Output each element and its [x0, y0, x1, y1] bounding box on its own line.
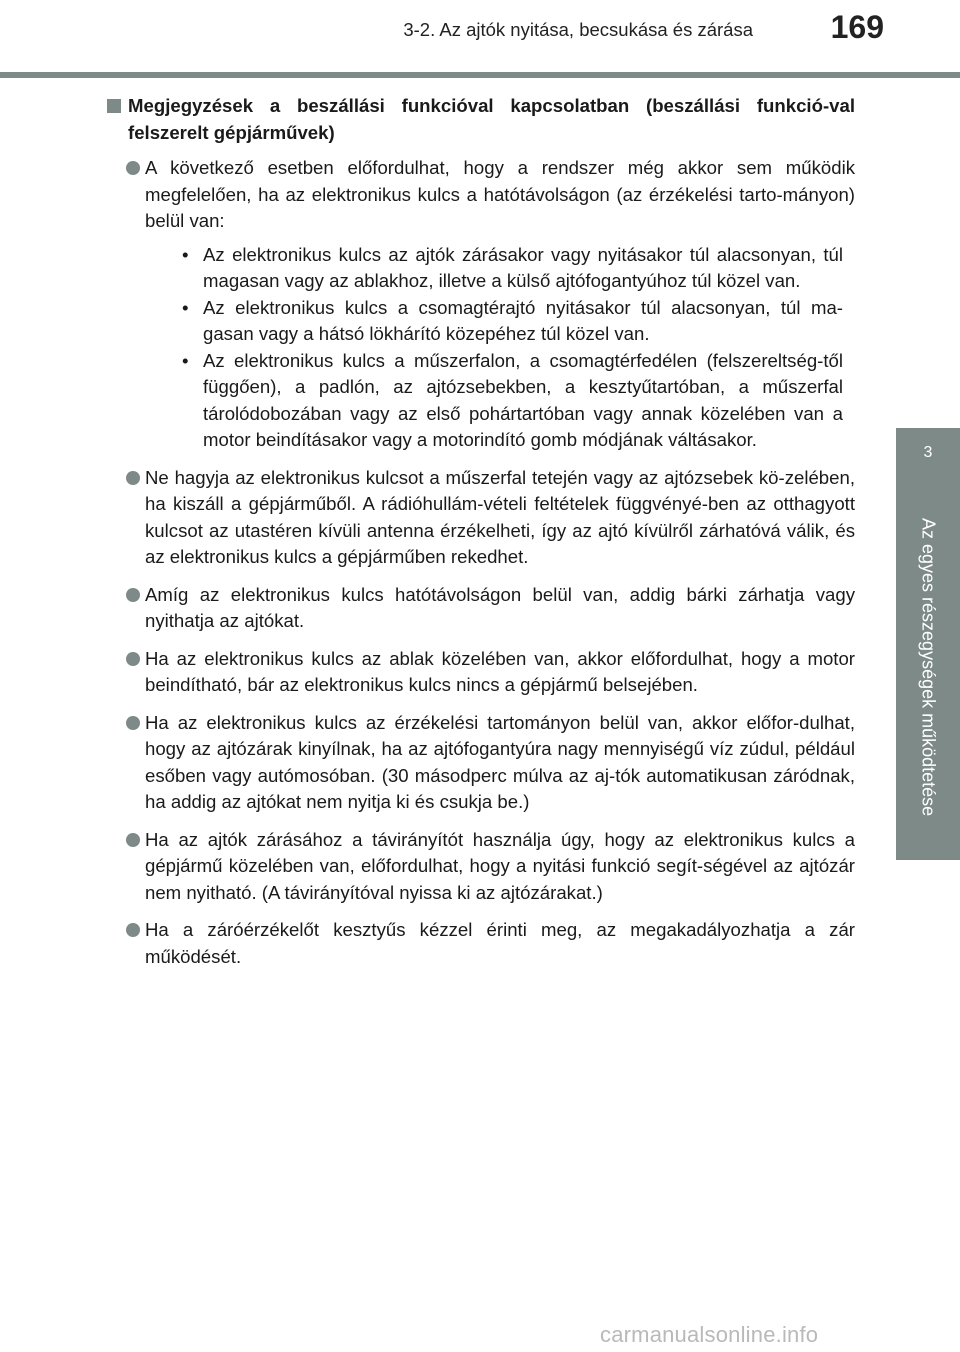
sub-item-text: Az elektronikus kulcs az ajtók zárásakor vagy nyitásakor túl alacsonyan, túl magasan vagy az ablakhoz, illetve a külső ajtófogantyúhoz túl közel van.: [203, 243, 843, 291]
note-item: [105, 710, 855, 816]
page-number: 169: [830, 9, 884, 45]
sub-item-text: Az elektronikus kulcs a műszerfalon, a csomagtérfedélen (felszereltség-től függően), a padlón, az ajtózsebekben, a kesztyűtartóban, a műszerfal tárolódobozában vagy az első pohártartóban vagy annak közelében van a motor beindításakor vagy a motorindító gomb módjának váltásakor.: [203, 349, 843, 450]
page-header: [0, 0, 960, 80]
sub-item-text: Az elektronikus kulcs a csomagtérajtó nyitásakor túl alacsonyan, túl ma-gasan vagy a hátsó lökhárító közepéhez túl közel van.: [203, 296, 843, 344]
note-text: Ha a záróérzékelőt kesztyűs kézzel érinti meg, az megakadályozhatja a zár működését.: [145, 919, 855, 967]
note-item: [105, 827, 855, 907]
note-text: Ha az elektronikus kulcs az érzékelési tartományon belül van, akkor előfor-dulhat, hogy az ajtózárak kinyílnak, ha az ajtófogantyúra nagy mennyiségű víz zúdul, például esőben vagy autómosóban. (30 másodperc múlva az aj-tók automatikusan záródnak, ha addig az ajtókat nem nyitja ki és csukja be.): [145, 711, 855, 812]
chapter-number: 3: [923, 444, 933, 461]
sub-list: [145, 242, 855, 454]
chapter-label: Az egyes részegységek működtetése: [918, 518, 939, 817]
circle-bullet-icon: [126, 923, 140, 937]
note-item: [105, 465, 855, 571]
dot-bullet-icon: •: [182, 296, 189, 318]
sub-list-item: [145, 348, 855, 454]
circle-bullet-icon: [126, 471, 140, 485]
circle-bullet-icon: [126, 588, 140, 602]
section-heading: [105, 93, 855, 146]
note-text: A következő esetben előfordulhat, hogy a rendszer még akkor sem működik megfelelően, ha az elektronikus kulcs a hatótávolságon (az érzékelési tarto-mányon) belül van:: [145, 157, 855, 231]
note-text: Ha az elektronikus kulcs az ablak közelében van, akkor előfordulhat, hogy a motor beindítható, bár az elektronikus kulcs nincs a gépjármű belsejében.: [145, 647, 855, 695]
note-text: Ne hagyja az elektronikus kulcsot a műszerfal tetején vagy az ajtózsebek kö-zelében, ha kiszáll a gépjárműből. A rádióhullám-vételi feltételek függvényé-ben az otthagyott kulcsot az utastéren kívüli antenna érzékelheti, így az ajtó kívülről zárhatóvá válik, és az elektronikus kulcs a gépjárműben rekedhet.: [145, 466, 855, 567]
sub-list-item: [145, 242, 855, 295]
note-text: Ha az ajtók zárásához a távirányítót használja úgy, hogy az elektronikus kulcs a gépjármű közelében van, előfordulhat, hogy a nyitási funkció segít-ségével az ajtózár nem nyitható. (A távirányítóval nyissa ki az ajtózárakat.): [145, 828, 855, 903]
note-item: [105, 917, 855, 970]
note-text: Amíg az elektronikus kulcs hatótávolságon belül van, addig bárki zárhatja vagy nyithatja az ajtókat.: [145, 583, 855, 631]
note-item: [105, 646, 855, 699]
circle-bullet-icon: [126, 652, 140, 666]
section-heading-text: Megjegyzések a beszállási funkcióval kapcsolatban (beszállási funkció-val felszerelt gépjárművek): [128, 95, 855, 143]
circle-bullet-icon: [126, 161, 140, 175]
header-rule: [0, 72, 960, 78]
watermark: carmanualsonline.info: [600, 1322, 819, 1347]
square-bullet-icon: [107, 99, 121, 113]
sub-list-item: [145, 295, 855, 348]
dot-bullet-icon: •: [182, 349, 189, 371]
header-section-title: 3-2. Az ajtók nyitása, becsukása és zárása: [403, 19, 753, 40]
page-content: [105, 93, 855, 981]
note-item: [105, 582, 855, 635]
circle-bullet-icon: [126, 716, 140, 730]
chapter-side-tab: [896, 428, 960, 860]
circle-bullet-icon: [126, 833, 140, 847]
note-item: [105, 155, 855, 454]
dot-bullet-icon: •: [182, 243, 189, 265]
